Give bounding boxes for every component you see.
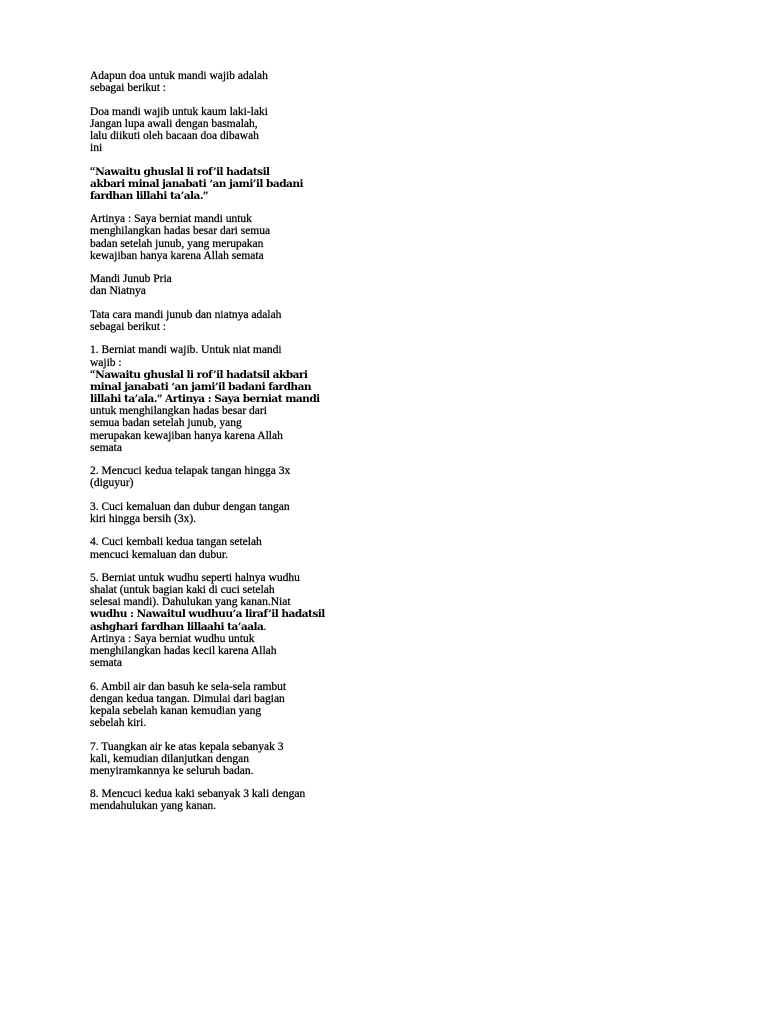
text-line (90, 213, 360, 225)
text-line (90, 633, 360, 645)
arabic-transliteration-text: wudhu : Nawaitul wudhuu’a liraf’il hadatsil (90, 608, 325, 621)
text-line (90, 572, 360, 584)
arabic-transliteration-text: lillahi ta’ala. (90, 393, 158, 406)
text-segment: dengan kedua tangan. Dimulai dari bagian (90, 692, 285, 705)
text-line (90, 430, 360, 442)
text-line (90, 321, 360, 333)
paragraph-intro (90, 70, 360, 94)
text-segment: shalat (untuk bagian kaki di cuci setelah (90, 584, 275, 597)
text-line (90, 190, 360, 202)
text-line (90, 225, 360, 237)
text-segment: lalu diikuti oleh bacaan doa dibawah (90, 129, 259, 142)
text-line (90, 130, 360, 142)
text-line (90, 705, 360, 717)
text-line (90, 309, 360, 321)
text-segment: ” (202, 189, 209, 202)
text-line (90, 584, 360, 596)
paragraph-step-2 (90, 465, 360, 489)
paragraph-step-5 (90, 572, 360, 670)
arabic-transliteration-text: Nawaitu ghuslal li rof’il hadatsil (95, 165, 270, 178)
text-line (90, 82, 360, 94)
text-line (90, 549, 360, 561)
text-line (90, 273, 360, 285)
text-line (90, 753, 360, 765)
text-segment: kepala sebelah kanan kemudian yang (90, 704, 262, 717)
text-line (90, 800, 360, 812)
text-segment: kali, kemudian dilanjutkan dengan (90, 752, 250, 765)
text-segment: 1. Berniat mandi wajib. Untuk niat mandi (90, 344, 282, 357)
text-segment: 8. Mencuci kedua kaki sebanyak 3 kali dengan (90, 788, 306, 801)
text-segment: Adapun doa untuk mandi wajib adalah (90, 70, 268, 82)
text-line (90, 465, 360, 477)
text-segment: badan setelah junub, yang merupakan (90, 237, 264, 250)
text-segment: ” (157, 393, 165, 406)
arabic-transliteration-text: Artinya : Saya berniat mandi (165, 393, 320, 406)
paragraph-step-4 (90, 536, 360, 560)
text-line (90, 250, 360, 262)
paragraph-step-8 (90, 788, 360, 812)
text-segment: . (263, 620, 267, 633)
text-segment: sebagai berikut : (90, 82, 167, 95)
text-segment: wajib : (90, 356, 122, 369)
text-segment: Doa mandi wajib untuk kaum laki-laki (90, 105, 268, 118)
text-segment: Artinya : Saya berniat mandi untuk (90, 213, 252, 226)
arabic-transliteration-text: fardhan lillahi ta’ala. (90, 189, 203, 202)
text-line (90, 393, 360, 405)
text-segment: 3. Cuci kemaluan dan dubur dengan tangan (90, 500, 290, 513)
text-segment: Artinya : Saya berniat wudhu untuk (90, 632, 255, 645)
arabic-transliteration-text: ashghari fardhan lillaahi ta’aala (90, 620, 264, 633)
text-line (90, 166, 360, 178)
text-line (90, 657, 360, 669)
text-line (90, 118, 360, 130)
text-segment: Mandi Junub Pria (90, 273, 172, 286)
text-line (90, 70, 360, 82)
text-line (90, 693, 360, 705)
text-segment: semata (90, 657, 122, 670)
text-line (90, 645, 360, 657)
text-segment: 4. Cuci kembali kedua tangan setelah (90, 536, 262, 549)
text-line (90, 417, 360, 429)
text-line (90, 357, 360, 369)
text-line (90, 765, 360, 777)
paragraph-artinya-1 (90, 213, 360, 262)
text-segment: ini (90, 142, 103, 155)
text-segment: sebagai berikut : (90, 320, 167, 333)
paragraph-step-7 (90, 741, 360, 778)
text-line (90, 477, 360, 489)
text-segment: 7. Tuangkan air ke atas kepala sebanyak 3 (90, 740, 284, 753)
text-segment: “ (90, 165, 96, 178)
text-line (90, 405, 360, 417)
text-segment: selesai mandi). Dahulukan yang kanan.Niat (90, 596, 291, 609)
text-segment: semata (90, 441, 122, 454)
text-segment: semua badan setelah junub, yang (90, 417, 242, 430)
text-segment: dan Niatnya (90, 285, 146, 298)
paragraph-step-1 (90, 344, 360, 454)
text-line (90, 501, 360, 513)
text-line (90, 717, 360, 729)
text-line (90, 106, 360, 118)
text-segment: (diguyur) (90, 477, 134, 490)
text-line (90, 621, 360, 633)
text-line (90, 788, 360, 800)
text-segment: 5. Berniat untuk wudhu seperti halnya wudhu (90, 571, 300, 584)
text-line (90, 381, 360, 393)
text-segment: kewajiban hanya karena Allah semata (90, 249, 264, 262)
text-segment: sebelah kiri. (90, 717, 147, 730)
text-line (90, 596, 360, 608)
text-segment: menghilangkan hadas besar dari semua (90, 225, 271, 238)
arabic-transliteration-text: akbari minal janabati ‘an jami’il badani (90, 177, 303, 190)
text-line (90, 238, 360, 250)
text-segment: mencuci kemaluan dan dubur. (90, 548, 228, 561)
text-segment: Jangan lupa awali dengan basmalah, (90, 117, 258, 130)
text-segment: 2. Mencuci kedua telapak tangan hingga 3x (90, 465, 291, 478)
text-line (90, 681, 360, 693)
text-line (90, 442, 360, 454)
paragraph-doa-heading (90, 106, 360, 155)
text-line (90, 513, 360, 525)
text-line (90, 344, 360, 356)
text-line (90, 608, 360, 620)
text-segment: “ (90, 368, 96, 381)
text-segment: Tata cara mandi junub dan niatnya adalah (90, 308, 282, 321)
text-line (90, 178, 360, 190)
text-segment: mendahulukan yang kanan. (90, 800, 217, 813)
document-page (90, 70, 360, 824)
text-segment: kiri hingga bersih (3x). (90, 512, 197, 525)
text-line (90, 142, 360, 154)
text-segment: menghilangkan hadas kecil karena Allah (90, 645, 277, 657)
paragraph-subheading (90, 273, 360, 297)
text-segment: 6. Ambil air dan basuh ke sela-sela rambut (90, 680, 287, 693)
text-segment: untuk menghilangkan hadas besar dari (90, 405, 267, 418)
paragraph-tata-cara (90, 309, 360, 333)
text-line (90, 741, 360, 753)
paragraph-step-6 (90, 681, 360, 730)
paragraph-niat-quote (90, 166, 360, 203)
text-segment: menyiramkannya ke seluruh badan. (90, 764, 254, 777)
paragraph-step-3 (90, 501, 360, 525)
text-line (90, 536, 360, 548)
text-line (90, 369, 360, 381)
text-line (90, 285, 360, 297)
arabic-transliteration-text: minal janabati ‘an jami’il badani fardhan (90, 380, 312, 393)
text-segment: merupakan kewajiban hanya karena Allah (90, 429, 283, 442)
arabic-transliteration-text: Nawaitu ghuslal li rof’il hadatsil akbari (95, 368, 308, 381)
